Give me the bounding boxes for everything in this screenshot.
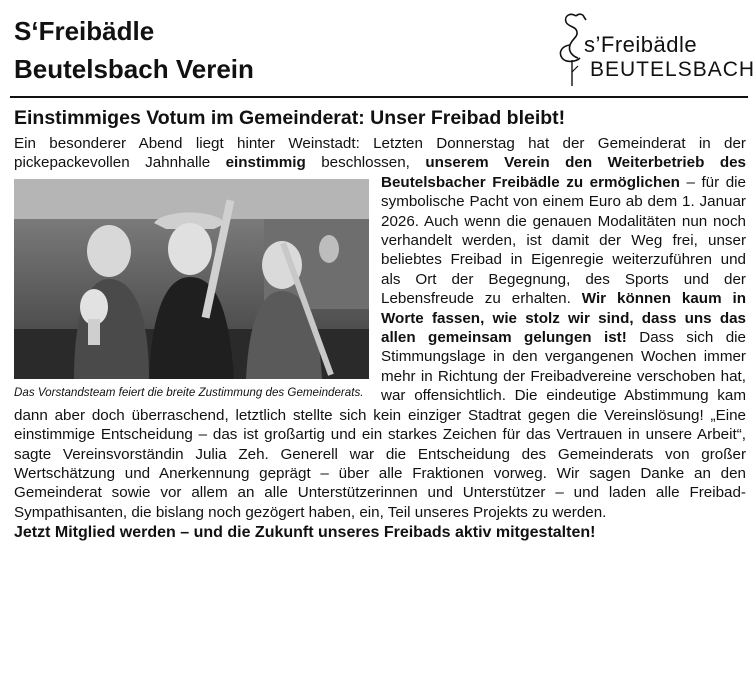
photo-caption: Das Vorstandsteam feiert die breite Zustimmung des Gemeinderats.	[14, 385, 364, 399]
logo-text-line1: s’Freibädle	[584, 32, 698, 57]
organization-title-line2: Beutelsbach Verein	[14, 54, 254, 84]
page-header	[0, 0, 756, 96]
intro-bold-1: einstimmig	[225, 154, 306, 172]
article-headline: Einstimmiges Votum im Gemeinderat: Unser Freibad bleibt!	[14, 107, 566, 129]
header-divider	[10, 96, 748, 98]
intro-bold-3: Wir können kaum in Worte fassen, wie stolz wir sind, dass uns das allen gemeinsam gelungen ist!	[381, 290, 746, 347]
organization-title-line1: S‘Freibädle	[14, 16, 155, 46]
logo-text-line2: BEUTELSBACH	[590, 58, 756, 81]
intro-text-3: – für die symbolische Pacht von einem Euro ab dem 1. Januar 2026. Auch wenn die genauen Modalitäten nun noch verhandelt werden, ist damit der Weg frei, unser beliebtes Freibad in Eigenregie weiterzuführen und als Ort der Begegnung, des Sports und der Lebensfreude zu erhalten.	[381, 173, 746, 308]
organization-title	[14, 12, 254, 88]
article-intro	[14, 134, 746, 522]
logo	[550, 6, 756, 88]
article-body: Dass sich die Stimmungslage in den vergangenen Wochen immer mehr in Richtung der Freibadvereine verschoben hat, war offensichtlich. Die eindeutige Abstimmung kam dann aber doch überraschend, letztlich stellte sich kein einziger Stadtrat gegen die Vereinslösung! „Eine einstimmige Entscheidung – das ist großartig und ein starkes Zeichen für das Vertrauen in unsere Arbeit“, sagte Vereinsvorständin Julia Zeh. Generell war die Entscheidung des Gemeinderats von großer Wertschätzung und Anerkennung geprägt – über alle Fraktionen vorweg. Wir sagen Danke an den Gemeinderat sowie vor allem an alle Unterstützerinnen und Unterstützer – und laden alle Freibad-Sympathisanten, die bislang noch gezögert haben, ein, Teil unseres Projekts zu werden.	[14, 329, 746, 521]
intro-bold-2: unserem Verein den Weiterbetrieb des Beutelsbacher Freibädle zu ermöglichen	[381, 154, 746, 191]
call-to-action: Jetzt Mitglied werden – und die Zukunft unseres Freibads aktiv mitgestalten!	[14, 524, 596, 542]
intro-text-1: Ein besonderer Abend liegt hinter Weinstadt: Letzten Donnerstag hat der Gemeinderat in der pickepackevollen Jahnhalle	[14, 135, 746, 172]
article-figure	[14, 179, 369, 400]
team-photo	[14, 179, 369, 379]
intro-text-2: beschlossen,	[305, 154, 426, 172]
article	[14, 104, 746, 544]
